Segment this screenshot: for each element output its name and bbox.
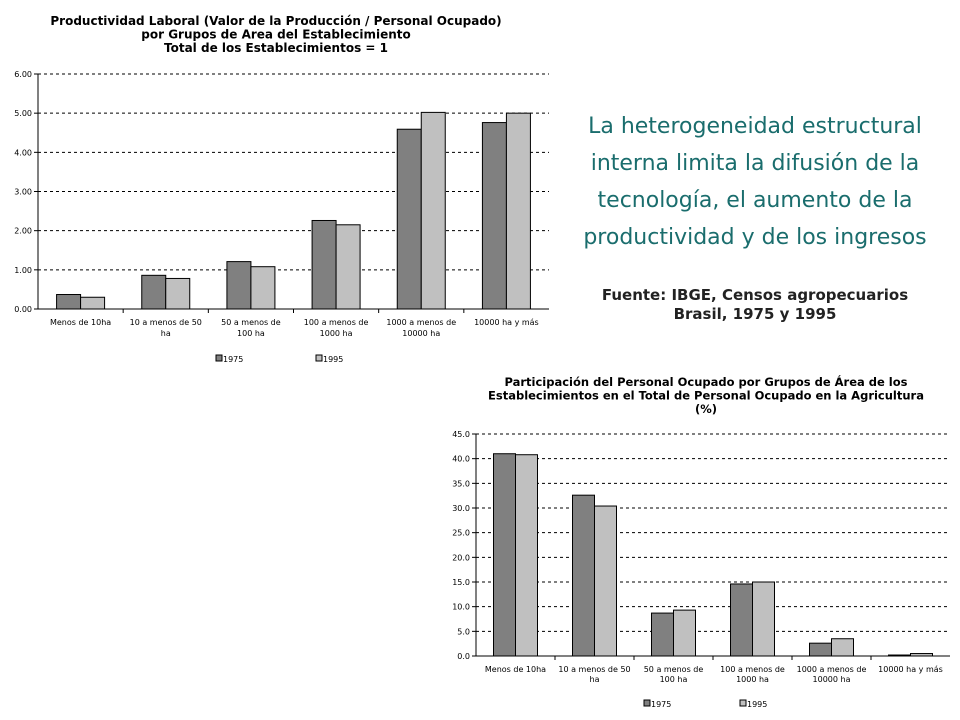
category-label: 100 ha	[659, 675, 688, 684]
chart-title-line: Total de los Establecimientos = 1	[164, 41, 388, 55]
category-label: 1000 ha	[319, 329, 353, 338]
category-label: 10000 ha y más	[878, 665, 943, 674]
bar-1995	[506, 113, 530, 309]
bar-1975	[142, 275, 166, 309]
category-label: 10000 ha y más	[474, 318, 539, 327]
source-line-1: Fuente: IBGE, Censos agropecuarios	[601, 286, 909, 304]
y-tick-label: 3.00	[14, 187, 32, 197]
source-note	[562, 286, 948, 324]
category-label: 1000 a menos de	[796, 665, 867, 674]
y-tick-label: 45.0	[452, 430, 470, 439]
bar-1995	[251, 267, 275, 309]
y-tick-label: 1.00	[14, 265, 32, 275]
legend-swatch-1995	[316, 355, 322, 361]
y-tick-label: 20.0	[452, 553, 470, 563]
bar-1975	[397, 129, 421, 309]
bar-1975	[482, 123, 506, 309]
bar-1995	[753, 582, 775, 656]
category-label: ha	[160, 329, 171, 338]
bar-1975	[312, 220, 336, 309]
legend-label: 1995	[747, 700, 768, 709]
bar-1975	[810, 643, 832, 656]
y-tick-label: 0.00	[14, 305, 32, 314]
bar-1995	[832, 639, 854, 656]
bar-1975	[652, 613, 674, 656]
y-tick-label: 6.00	[14, 70, 32, 79]
bar-1995	[911, 654, 933, 656]
y-tick-label: 35.0	[452, 479, 470, 489]
chart-title-line: Productividad Laboral (Valor de la Producción / Personal Ocupado)	[50, 14, 502, 28]
y-tick-label: 4.00	[14, 148, 32, 158]
bar-1975	[494, 454, 516, 656]
category-label: 10 a menos de 50	[129, 318, 202, 327]
y-tick-label: 40.0	[452, 454, 470, 464]
y-tick-label: 0.0	[457, 652, 470, 661]
category-label: 1000 a menos de	[386, 318, 457, 327]
legend-swatch-1995	[740, 700, 746, 706]
legend-label: 1975	[651, 700, 672, 709]
y-tick-label: 30.0	[452, 504, 470, 513]
legend-label: 1975	[223, 355, 244, 364]
y-tick-label: 5.0	[457, 627, 470, 637]
category-label: ha	[589, 675, 600, 684]
category-label: Menos de 10ha	[49, 318, 112, 327]
bar-1975	[573, 495, 595, 656]
chart-title-line: (%)	[694, 402, 718, 416]
category-label: 100 a menos de	[720, 665, 785, 674]
legend-label: 1995	[323, 355, 344, 364]
bar-1975	[227, 262, 251, 309]
bar-1995	[421, 112, 445, 309]
bar-1995	[81, 297, 105, 309]
bar-1995	[336, 225, 360, 309]
chart-title-line: Participación del Personal Ocupado por Grupos de Área de los	[504, 375, 908, 389]
category-label: 10000 ha	[812, 675, 851, 684]
category-label: 100 ha	[237, 329, 265, 338]
chart-title-line: por Grupos de Area del Establecimiento	[141, 27, 411, 42]
y-tick-label: 2.00	[14, 226, 32, 236]
bar-1975	[731, 584, 753, 656]
bar-1995	[516, 455, 538, 656]
category-label: 1000 ha	[736, 675, 769, 684]
y-tick-label: 5.00	[14, 109, 32, 119]
bar-1995	[595, 506, 617, 656]
participacion-chart	[434, 373, 960, 718]
source-line-2: Brasil, 1975 y 1995	[673, 305, 837, 323]
chart-title-line: Establecimientos en el Total de Personal Ocupado en la Agricultura	[488, 388, 924, 403]
category-label: Menos de 10ha	[484, 665, 547, 674]
productividad-chart	[0, 0, 560, 372]
bar-1975	[889, 655, 911, 656]
category-label: 50 a menos de	[221, 318, 281, 327]
bar-1995	[674, 610, 696, 656]
y-tick-label: 25.0	[452, 528, 470, 538]
category-label: 50 a menos de	[643, 665, 704, 674]
bar-1995	[166, 278, 190, 309]
category-label: 10000 ha	[402, 329, 441, 338]
y-tick-label: 15.0	[452, 578, 470, 587]
slide-statement: La heterogeneidad estructural interna limita la difusión de la tecnología, el aumento de la productividad y de los ingresos	[583, 114, 927, 250]
legend-swatch-1975	[216, 355, 222, 361]
legend-swatch-1975	[644, 700, 650, 706]
bar-1975	[57, 295, 81, 309]
y-tick-label: 10.0	[452, 602, 470, 612]
category-label: 10 a menos de 50	[558, 665, 631, 674]
category-label: 100 a menos de	[303, 318, 369, 327]
